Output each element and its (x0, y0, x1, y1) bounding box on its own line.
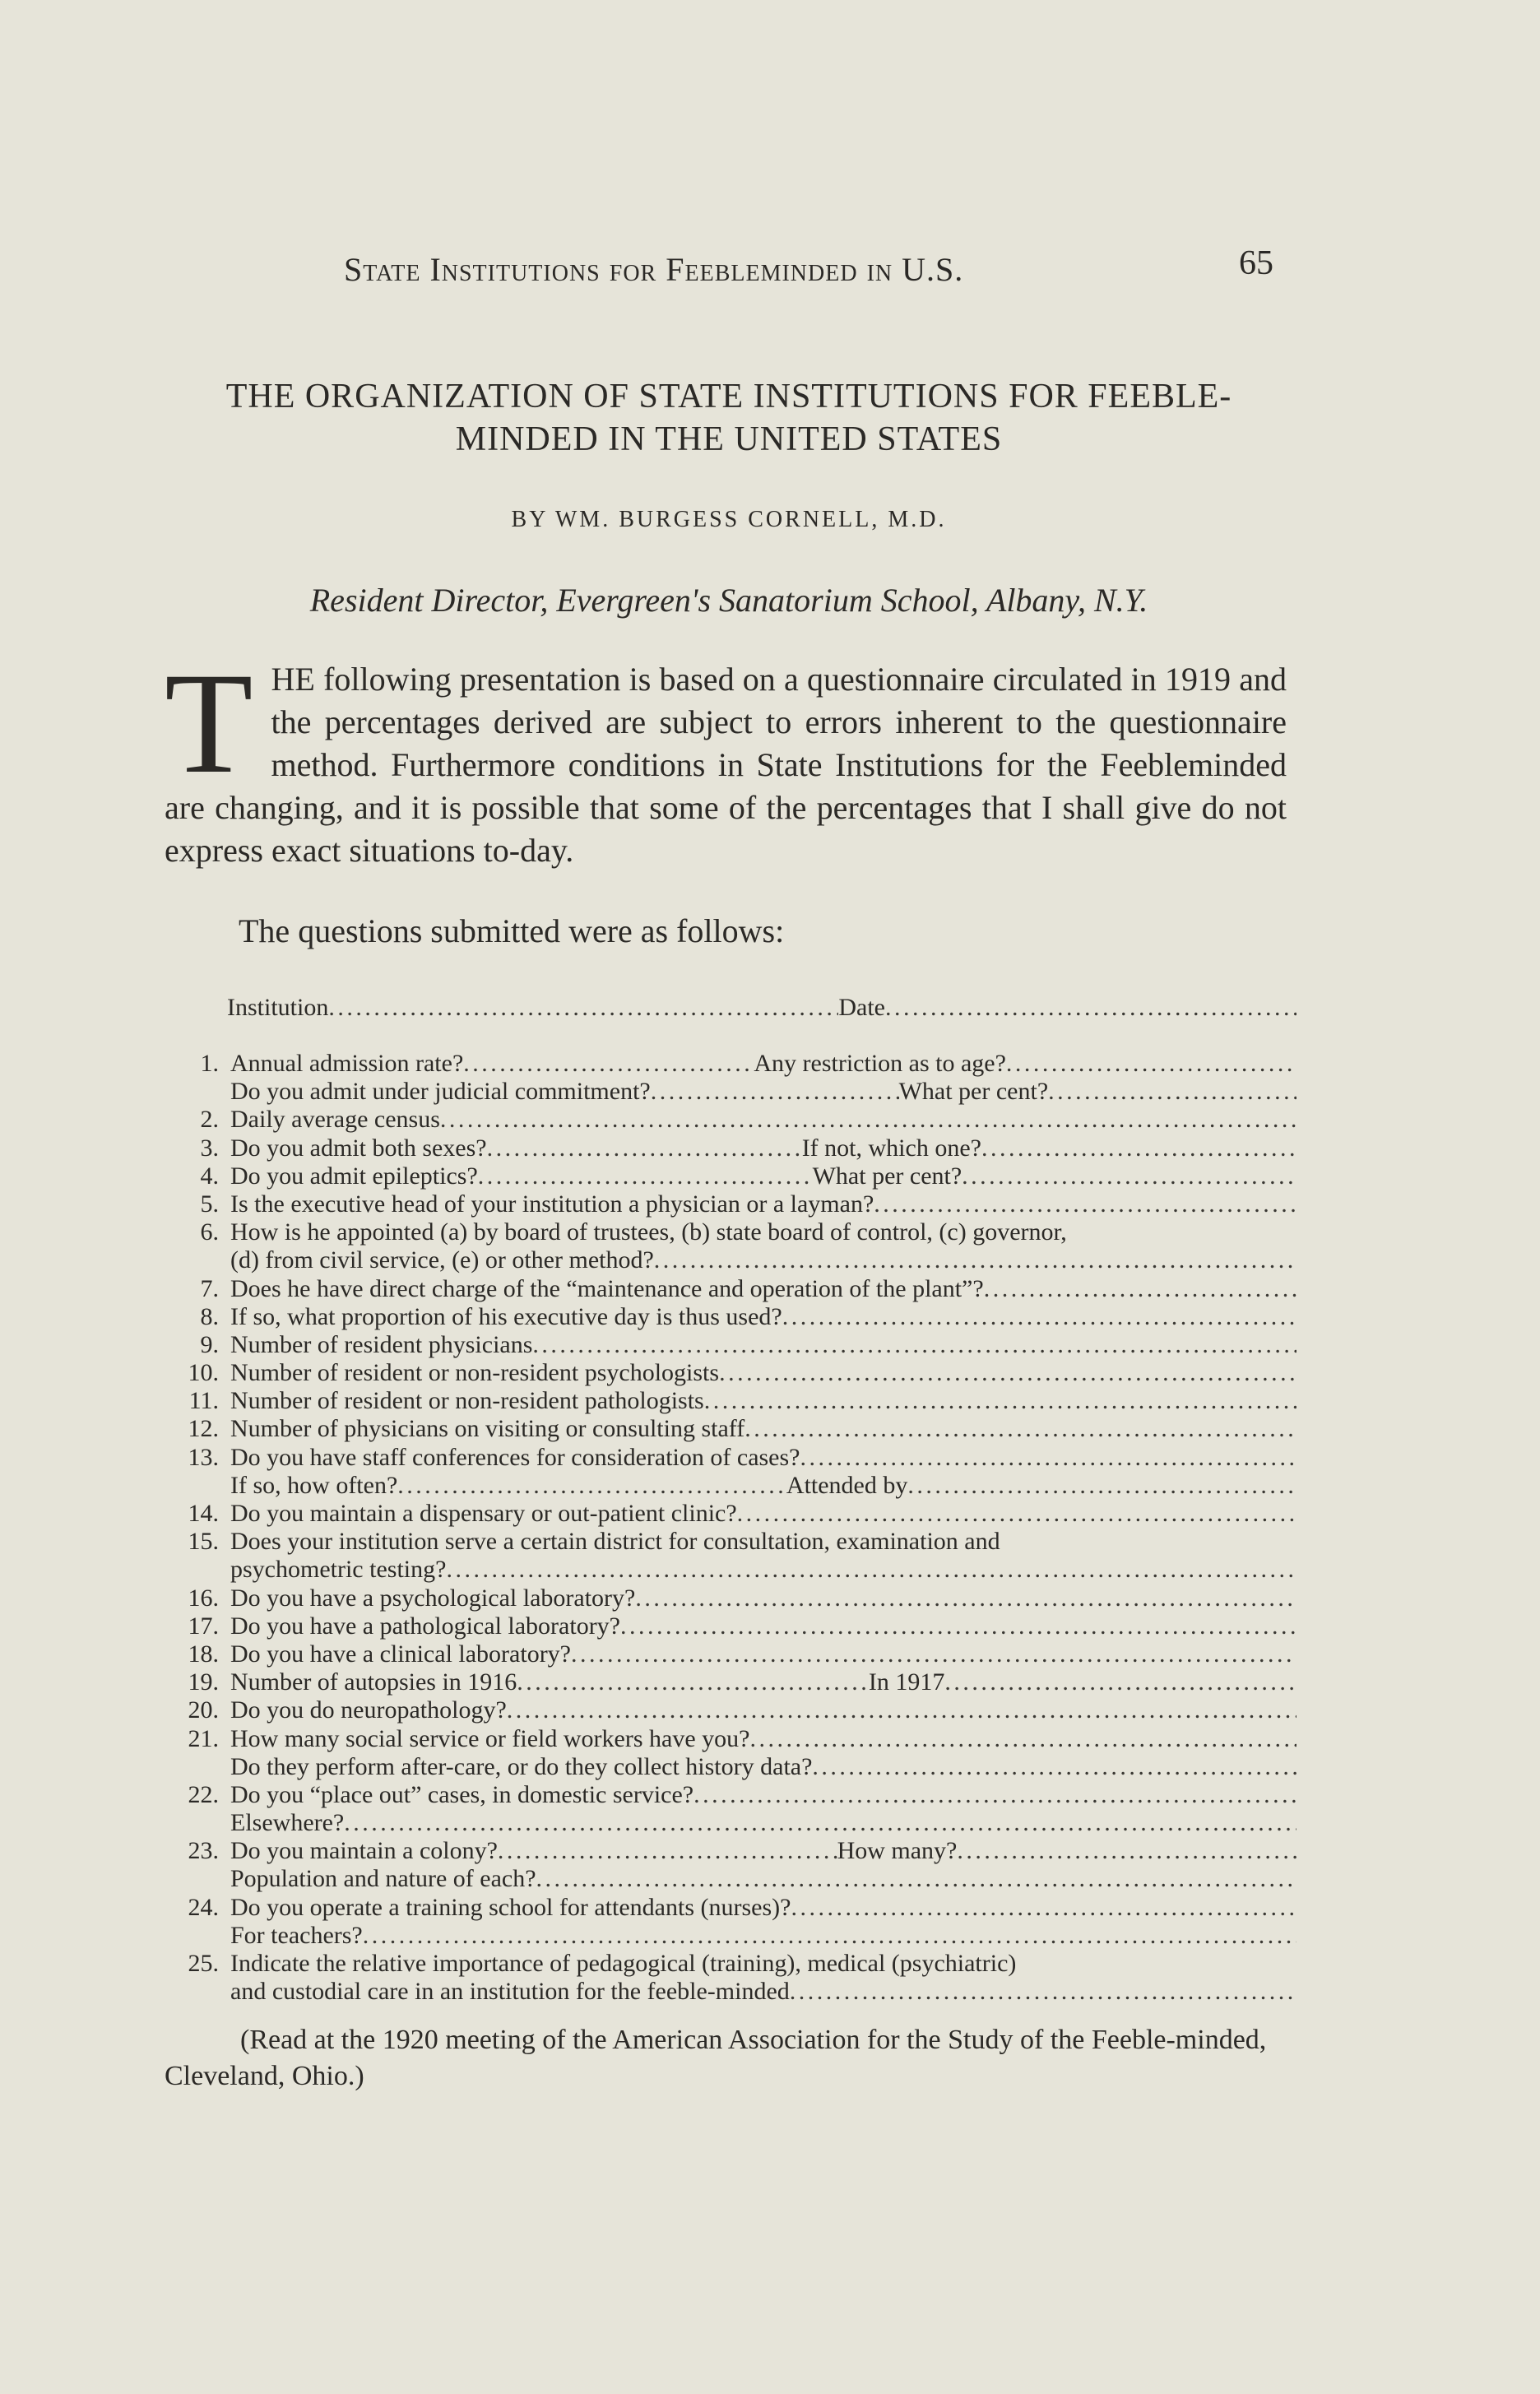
dot-leader (517, 1668, 869, 1696)
question-text-part: Do you do neuropathology? (230, 1696, 507, 1724)
question-line (165, 1528, 1300, 1556)
dot-leader (1006, 1050, 1296, 1078)
intro-text: HE following presentation is based on a questionnaire circulated in 1919 and the percentages derived are subject to errors inherent to the questionnaire method. Furthermore conditions in State Institutions for the Feebleminded are changing, and it is possible that some of the percentages that I shall give do not express exact situations to-day. (165, 661, 1287, 869)
question-text-part: Do you have a clinical laboratory? (230, 1640, 571, 1668)
question-text (230, 1134, 1296, 1162)
question-line (165, 1500, 1300, 1528)
question-text-part: Do you maintain a dispensary or out-patient clinic? (230, 1500, 737, 1527)
dot-leader (874, 1190, 1296, 1218)
footnote: (Read at the 1920 meeting of the American Association for the Study of the Feeble-minded, Cleveland, Ohio.) (165, 2025, 1267, 2091)
running-head-word: for (609, 251, 657, 288)
question-line (165, 1922, 1300, 1950)
question-text (230, 1050, 1296, 1078)
dot-leader (790, 1978, 1296, 2006)
dot-leader (749, 1725, 1296, 1753)
dot-leader (957, 1837, 1296, 1865)
question-text-part: psychometric testing? (230, 1556, 447, 1584)
question-text (230, 1668, 1296, 1696)
question-text-part: Do they perform after-care, or do they collect history data? (230, 1752, 813, 1780)
question-text (230, 1894, 1296, 1922)
dot-leader (885, 994, 1296, 1022)
question-text (230, 1106, 1296, 1134)
question-line (165, 1134, 1300, 1162)
question-text-part: Number of autopsies in 1916 (230, 1668, 517, 1696)
question-text (230, 1387, 1296, 1415)
running-head-word: Feebleminded (666, 251, 858, 288)
article-title (148, 375, 1310, 461)
question-line (165, 1809, 1300, 1837)
question-line (165, 1078, 1300, 1106)
question-text-part: How many? (837, 1837, 958, 1865)
dot-leader (800, 1444, 1297, 1472)
dot-leader (1048, 1078, 1296, 1106)
question-number: 13. (188, 1443, 219, 1471)
question-text (230, 1246, 1296, 1274)
question-text-part: Population and nature of each? (230, 1865, 536, 1893)
question-number: 12. (188, 1415, 219, 1443)
question-number: 8. (200, 1302, 219, 1330)
question-text (230, 1922, 1296, 1950)
question-number: 22. (188, 1780, 219, 1808)
question-text (230, 1809, 1296, 1837)
dot-leader (363, 1922, 1296, 1950)
dot-leader (737, 1500, 1296, 1528)
question-text-part: If not, which one? (801, 1134, 981, 1162)
question-text-part: For teachers? (230, 1921, 363, 1949)
question-text (230, 1528, 1296, 1556)
question-text (230, 1331, 1296, 1359)
question-text-part: Do you have staff conferences for consideration of cases? (230, 1443, 800, 1471)
question-text-part: Do you operate a training school for attendants (nurses)? (230, 1893, 791, 1921)
question-text-part: Number of resident physicians (230, 1330, 533, 1358)
question-line (165, 1865, 1300, 1893)
question-number: 17. (188, 1612, 219, 1640)
question-text (230, 1162, 1296, 1190)
article-title-line-1: THE ORGANIZATION OF STATE INSTITUTIONS FOR FEEBLE- (225, 378, 1232, 415)
question-line (165, 1415, 1300, 1443)
dot-leader (571, 1640, 1296, 1668)
question-text (230, 1865, 1296, 1893)
question-line (165, 1640, 1300, 1668)
question-text (230, 1218, 1296, 1246)
question-line (165, 1387, 1300, 1415)
drop-cap: T (165, 643, 253, 804)
question-line (165, 1556, 1300, 1584)
institution-label: Institution (227, 994, 329, 1021)
question-text-part: How is he appointed (a) by board of trustees, (b) state board of control, (c) governor, (230, 1218, 1067, 1246)
question-number: 21. (188, 1724, 219, 1752)
dot-leader (962, 1162, 1296, 1190)
running-head (344, 250, 963, 289)
dot-leader (791, 1894, 1296, 1922)
question-text (230, 1190, 1296, 1218)
dot-leader (944, 1668, 1296, 1696)
question-text (230, 1950, 1296, 1978)
article-title-line-2: MINDED IN THE UNITED STATES (455, 420, 1003, 458)
question-text-part: Do you admit both sexes? (230, 1134, 487, 1162)
question-text (230, 1415, 1296, 1443)
question-text-part: Number of resident or non-resident pathologists (230, 1387, 704, 1415)
question-line (165, 1275, 1300, 1303)
dot-leader (536, 1865, 1296, 1893)
question-number: 19. (188, 1668, 219, 1696)
dot-leader (981, 1134, 1296, 1162)
dot-leader (812, 1753, 1296, 1781)
question-text-part: Any restriction as to age? (754, 1050, 1006, 1077)
dot-leader (487, 1134, 802, 1162)
running-head-word: in (866, 251, 893, 288)
question-text-part: Does he have direct charge of the “maintenance and operation of the plant”? (230, 1274, 984, 1302)
question-line (165, 1218, 1300, 1246)
question-text (230, 1078, 1296, 1106)
question-text-part: What per cent? (812, 1162, 962, 1190)
question-text-part: Does your institution serve a certain district for consultation, examination and (230, 1528, 1000, 1556)
question-number: 1. (200, 1050, 219, 1077)
question-number: 3. (200, 1134, 219, 1162)
question-line (165, 1978, 1300, 2006)
question-number: 7. (200, 1274, 219, 1302)
running-head-word: State (344, 251, 421, 288)
dot-leader (440, 1106, 1296, 1134)
question-number: 23. (188, 1837, 219, 1865)
question-line (165, 1837, 1300, 1865)
questions-intro: The questions submitted were as follows: (239, 912, 785, 949)
dot-leader (693, 1781, 1296, 1809)
question-text-part: If so, what proportion of his executive day is thus used? (230, 1302, 782, 1330)
question-text-part: Attended by (786, 1471, 908, 1499)
dot-leader (907, 1472, 1296, 1500)
running-head-word: U.S. (902, 251, 964, 288)
dot-leader (328, 994, 838, 1022)
question-text (230, 1640, 1296, 1668)
running-head-word: Institutions (429, 251, 601, 288)
dot-leader (344, 1809, 1296, 1837)
question-line (165, 1246, 1300, 1274)
question-text-part: Do you “place out” cases, in domestic service? (230, 1780, 694, 1808)
question-line (165, 1331, 1300, 1359)
dot-leader (651, 1078, 899, 1106)
dot-leader (446, 1556, 1296, 1584)
question-line (165, 1612, 1300, 1640)
dot-leader (620, 1612, 1296, 1640)
question-text-part: (d) from civil service, (e) or other method? (230, 1246, 654, 1274)
page-number: 65 (1239, 244, 1273, 282)
question-text-part: If so, how often? (230, 1471, 398, 1499)
question-line (165, 1050, 1300, 1078)
question-line (165, 1668, 1300, 1696)
question-line (165, 1162, 1300, 1190)
question-number: 2. (200, 1106, 219, 1134)
date-label: Date (838, 994, 885, 1021)
question-line (165, 1584, 1300, 1612)
question-text (230, 1444, 1296, 1472)
question-line (165, 1894, 1300, 1922)
question-text-part: Do you admit under judicial commitment? (230, 1078, 651, 1106)
question-text-part: Indicate the relative importance of pedagogical (training), medical (psychiatric) (230, 1950, 1017, 1977)
dot-leader (532, 1331, 1296, 1359)
question-line (165, 1696, 1300, 1724)
question-text (230, 1978, 1296, 2006)
dot-leader (498, 1837, 837, 1865)
question-text-part: What per cent? (898, 1078, 1049, 1106)
question-line (165, 1444, 1300, 1472)
intro-paragraph (165, 643, 1287, 872)
question-line (165, 1753, 1300, 1781)
dot-leader (744, 1415, 1296, 1443)
dot-leader (782, 1303, 1296, 1331)
question-text-part: Daily average census (230, 1106, 440, 1134)
question-number: 4. (200, 1162, 219, 1190)
question-line (165, 1190, 1300, 1218)
question-text (230, 1500, 1296, 1528)
question-line (165, 1359, 1300, 1387)
dot-leader (984, 1275, 1296, 1303)
question-text-part: Do you admit epileptics? (230, 1162, 478, 1190)
dot-leader (463, 1050, 754, 1078)
question-line (165, 1303, 1300, 1331)
question-text (230, 1472, 1296, 1500)
question-text-part: Number of resident or non-resident psychologists (230, 1359, 720, 1387)
question-line (165, 1950, 1300, 1978)
question-number: 25. (188, 1950, 219, 1977)
dot-leader (704, 1387, 1296, 1415)
question-number: 5. (200, 1190, 219, 1218)
dot-leader (397, 1472, 786, 1500)
question-text (230, 1781, 1296, 1809)
question-text-part: In 1917 (868, 1668, 945, 1696)
question-number: 20. (188, 1696, 219, 1724)
question-text (230, 1584, 1296, 1612)
question-number: 9. (200, 1330, 219, 1358)
question-text-part: Elsewhere? (230, 1809, 345, 1837)
question-number: 24. (188, 1893, 219, 1921)
question-line (165, 1472, 1300, 1500)
question-text-part: Number of physicians on visiting or consulting staff (230, 1415, 745, 1443)
question-text-part: Do you have a pathological laboratory? (230, 1612, 620, 1640)
question-text (230, 1753, 1296, 1781)
author-affiliation: Resident Director, Evergreen's Sanatorium School, Albany, N.Y. (309, 582, 1148, 619)
question-line (165, 1725, 1300, 1753)
form-header (227, 994, 1296, 1022)
question-text-part: Do you have a psychological laboratory? (230, 1584, 636, 1612)
dot-leader (654, 1246, 1296, 1274)
dot-leader (635, 1584, 1296, 1612)
question-number: 16. (188, 1584, 219, 1612)
question-line (165, 1781, 1300, 1809)
question-number: 6. (200, 1218, 219, 1246)
question-text (230, 1303, 1296, 1331)
question-text-part: Is the executive head of your institution a physician or a layman? (230, 1190, 874, 1218)
question-list (165, 1050, 1300, 2006)
question-text (230, 1556, 1296, 1584)
question-number: 15. (188, 1528, 219, 1556)
question-text (230, 1612, 1296, 1640)
question-text-part: How many social service or field workers have you? (230, 1724, 750, 1752)
question-text (230, 1275, 1296, 1303)
question-number: 10. (188, 1359, 219, 1387)
question-number: 11. (188, 1387, 219, 1415)
question-number: 14. (188, 1500, 219, 1527)
question-text (230, 1696, 1296, 1724)
dot-leader (507, 1696, 1296, 1724)
question-line (165, 1106, 1300, 1134)
question-text-part: Annual admission rate? (230, 1050, 464, 1077)
author-byline: BY WM. BURGESS CORNELL, M.D. (511, 507, 947, 532)
question-text-part: Do you maintain a colony? (230, 1837, 498, 1865)
question-text-part: and custodial care in an institution for the feeble-minded (230, 1978, 790, 2006)
question-number: 18. (188, 1640, 219, 1668)
dot-leader (478, 1162, 813, 1190)
dot-leader (719, 1359, 1296, 1387)
question-text (230, 1359, 1296, 1387)
question-text (230, 1837, 1296, 1865)
question-text (230, 1725, 1296, 1753)
